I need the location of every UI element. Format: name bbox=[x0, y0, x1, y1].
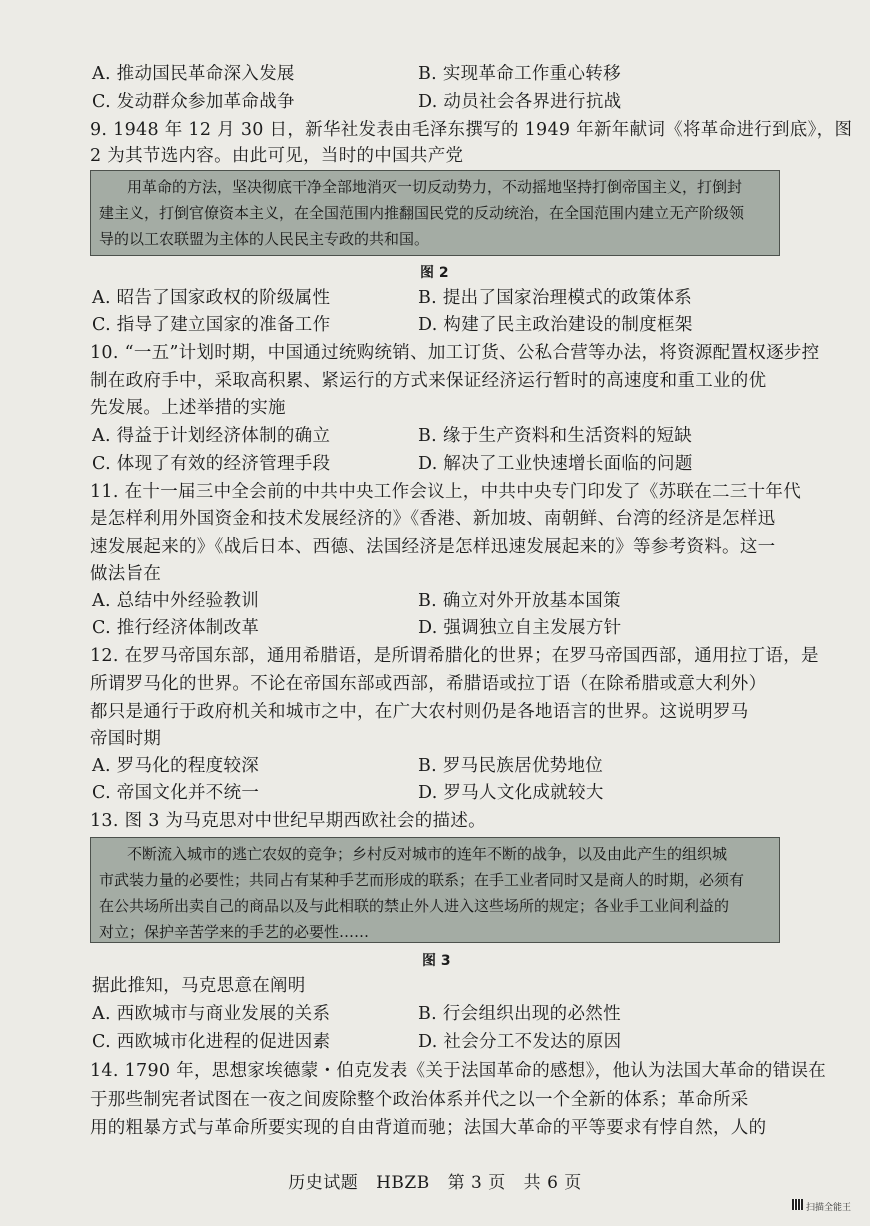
qr-code-icon bbox=[792, 1199, 803, 1210]
q9-option-d: D. 构建了民主政治建设的制度框架 bbox=[418, 315, 693, 335]
q13-quote-line1: 不断流入城市的逃亡农奴的竞争；乡村反对城市的连年不断的战争，以及由此产生的组织城 bbox=[127, 845, 728, 863]
q10-option-b: B. 缘于生产资料和生活资料的短缺 bbox=[418, 426, 693, 446]
footer-subject: 历史试题 bbox=[288, 1173, 359, 1193]
footer-page: 第 3 页 bbox=[447, 1173, 506, 1193]
q12-option-c: C. 帝国文化并不统一 bbox=[92, 783, 260, 803]
q11-option-b: B. 确立对外开放基本国策 bbox=[418, 591, 621, 611]
q11-stem-line1: 11. 在十一届三中全会前的中共中央工作会议上，中共中央专门印发了《苏联在二三十年代 bbox=[90, 482, 801, 502]
q8-option-a: A. 推动国民革命深入发展 bbox=[92, 64, 295, 84]
q10-option-a: A. 得益于计划经济体制的确立 bbox=[92, 426, 331, 446]
q8-option-d: D. 动员社会各界进行抗战 bbox=[418, 92, 622, 112]
q9-option-a: A. 昭告了国家政权的阶级属性 bbox=[92, 288, 331, 308]
q13-option-a: A. 西欧城市与商业发展的关系 bbox=[92, 1004, 331, 1024]
q13-stem-line2: 据此推知，马克思意在阐明 bbox=[92, 976, 306, 996]
q13-option-c: C. 西欧城市化进程的促进因素 bbox=[92, 1032, 331, 1052]
q11-stem-line4: 做法旨在 bbox=[90, 564, 162, 584]
q13-quote-line3: 在公共场所出卖自己的商品以及与此相联的禁止外人进入这些场所的规定；各业手工业间利益的 bbox=[99, 897, 730, 915]
footer-code: HBZB bbox=[376, 1173, 430, 1193]
q13-option-d: D. 社会分工不发达的原因 bbox=[418, 1032, 622, 1052]
figure-3-caption: 图 3 bbox=[422, 953, 451, 969]
q9-quote-line3: 导的以工农联盟为主体的人民民主专政的共和国。 bbox=[99, 230, 430, 248]
footer-total: 共 6 页 bbox=[523, 1173, 582, 1193]
q9-option-c: C. 指导了建立国家的准备工作 bbox=[92, 315, 331, 335]
q9-stem-line1: 9. 1948 年 12 月 30 日，新华社发表由毛泽东撰写的 1949 年新年献词《将革命进行到底》，图 bbox=[90, 120, 853, 140]
q8-option-b: B. 实现革命工作重心转移 bbox=[418, 64, 621, 84]
page-footer bbox=[0, 1168, 870, 1193]
q9-quote-line2: 建主义，打倒官僚资本主义，在全国范围内推翻国民党的反动统治，在全国范围内建立无产阶级领 bbox=[99, 204, 745, 222]
q14-stem-line1: 14. 1790 年，思想家埃德蒙・伯克发表《关于法国革命的感想》，他认为法国大革命的错误在 bbox=[90, 1061, 827, 1081]
q11-stem-line3: 速发展起来的》《战后日本、西德、法国经济是怎样迅速发展起来的》等参考资料。这一 bbox=[90, 537, 776, 557]
q10-stem-line1: 10. “一五”计划时期，中国通过统购统销、加工订货、公私合营等办法，将资源配置权逐步控 bbox=[90, 343, 820, 363]
q10-option-c: C. 体现了有效的经济管理手段 bbox=[92, 454, 331, 474]
q12-option-d: D. 罗马人文化成就较大 bbox=[418, 783, 604, 803]
figure-2-caption: 图 2 bbox=[420, 265, 449, 281]
q9-quote-line1: 用革命的方法，坚决彻底干净全部地消灭一切反动势力，不动摇地坚持打倒帝国主义，打倒封 bbox=[127, 178, 743, 196]
q10-option-d: D. 解决了工业快速增长面临的问题 bbox=[418, 454, 693, 474]
q12-stem-line3: 都只是通行于政府机关和城市之中，在广大农村则仍是各地语言的世界。这说明罗马 bbox=[90, 702, 749, 722]
scanner-watermark: 扫描全能王 bbox=[806, 1203, 852, 1213]
q14-stem-line3: 用的粗暴方式与革命所要实现的自由背道而驰；法国大革命的平等要求有悖自然，人的 bbox=[90, 1118, 767, 1138]
q13-stem-line1: 13. 图 3 为马克思对中世纪早期西欧社会的描述。 bbox=[90, 811, 486, 831]
q12-stem-line2: 所谓罗马化的世界。不论在帝国东部或西部，希腊语或拉丁语（在除希腊或意大利外） bbox=[90, 674, 767, 694]
q12-option-a: A. 罗马化的程度较深 bbox=[92, 756, 260, 776]
q14-stem-line2: 于那些制宪者试图在一夜之间废除整个政治体系并代之以一个全新的体系；革命所采 bbox=[90, 1090, 749, 1110]
q11-option-a: A. 总结中外经验教训 bbox=[92, 591, 260, 611]
q13-quote-line4: 对立；保护辛苦学来的手艺的必要性…… bbox=[99, 923, 370, 941]
q13-quote-line2: 市武装力量的必要性；共同占有某种手艺而形成的联系；在手工业者同时又是商人的时期，必须有 bbox=[99, 871, 745, 889]
q13-option-b: B. 行会组织出现的必然性 bbox=[418, 1004, 621, 1024]
q12-option-b: B. 罗马民族居优势地位 bbox=[418, 756, 604, 776]
q11-option-c: C. 推行经济体制改革 bbox=[92, 618, 260, 638]
q9-option-b: B. 提出了国家治理模式的政策体系 bbox=[418, 288, 693, 308]
q11-stem-line2: 是怎样利用外国资金和技术发展经济的》《香港、新加坡、南朝鲜、台湾的经济是怎样迅 bbox=[90, 509, 776, 529]
q9-stem-line2: 2 为其节选内容。由此可见，当时的中国共产党 bbox=[90, 146, 464, 166]
q12-stem-line4: 帝国时期 bbox=[90, 729, 162, 749]
q10-stem-line2: 制在政府手中，采取高积累、紧运行的方式来保证经济运行暂时的高速度和重工业的优 bbox=[90, 371, 767, 391]
q8-option-c: C. 发动群众参加革命战争 bbox=[92, 92, 295, 112]
q13-quote-box bbox=[90, 837, 780, 943]
q9-quote-box bbox=[90, 170, 780, 256]
q11-option-d: D. 强调独立自主发展方针 bbox=[418, 618, 622, 638]
q12-stem-line1: 12. 在罗马帝国东部，通用希腊语，是所谓希腊化的世界；在罗马帝国西部，通用拉丁语，是 bbox=[90, 646, 819, 666]
q10-stem-line3: 先发展。上述举措的实施 bbox=[90, 398, 286, 418]
